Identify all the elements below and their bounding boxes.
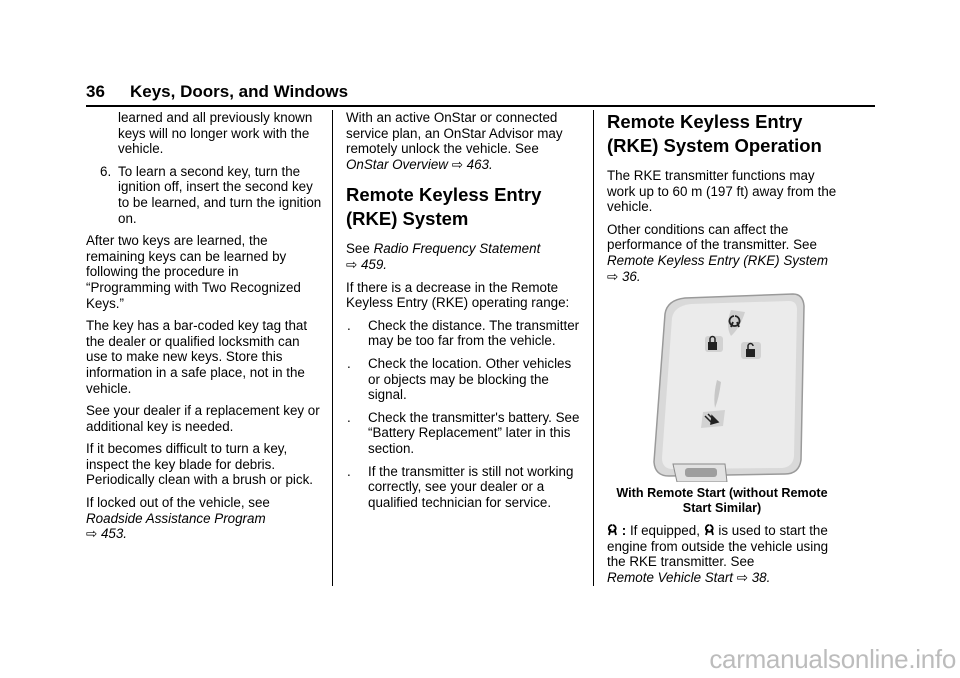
unlock-icon	[741, 342, 761, 359]
page-reference[interactable]: 36.	[621, 268, 641, 284]
paragraph: The RKE transmitter functions may work up to 60 m (197 ft) away from the vehicle.	[607, 168, 837, 215]
column-1	[86, 110, 322, 549]
paragraph: : If equipped, is used to start the engine from outside the vehicle using the RKE transmitter. See Remote Vehicle Start ⇨ 38.	[607, 523, 829, 585]
page-reference[interactable]: 453.	[100, 526, 128, 542]
lock-icon	[705, 336, 723, 352]
section-title: Keys, Doors, and Windows	[130, 82, 349, 101]
bullet-item: . Check the location. Other vehicles or objects may be blocking the signal.	[347, 355, 572, 403]
step-number: 6.	[100, 163, 112, 179]
paragraph: See Radio Frequency Statement ⇨ 459.	[346, 241, 541, 272]
remote-start-icon	[704, 523, 715, 537]
rke-transmitter-figure	[607, 292, 837, 482]
page-reference-arrow-icon: ⇨	[451, 156, 463, 172]
column-3	[607, 110, 837, 593]
watermark: carmanualsonline.info	[709, 644, 956, 674]
column-divider-1	[332, 110, 333, 586]
page-reference[interactable]: 463.	[466, 156, 493, 172]
section-heading: Remote Keyless Entry (RKE) System Operation	[607, 111, 822, 156]
paragraph: If locked out of the vehicle, see Roadside Assistance Program ⇨ 453.	[86, 495, 270, 542]
page-reference[interactable]: 38.	[751, 569, 771, 585]
page-number: 36	[86, 82, 105, 101]
page-reference-arrow-icon: ⇨	[346, 256, 358, 272]
step-5-continuation: learned and all previously known keys will no longer work with the vehicle.	[118, 110, 313, 157]
cross-reference-link[interactable]: Roadside Assistance Program	[86, 510, 266, 526]
paragraph: Other conditions can affect the performance of the transmitter. See Remote Keyless Entry (RKE) System ⇨ 36.	[607, 221, 829, 284]
trunk-release-icon	[701, 410, 725, 428]
paragraph: If it becomes difficult to turn a key, inspect the key blade for debris. Periodically clean with a brush or pick.	[86, 441, 314, 488]
column-2	[346, 110, 580, 517]
bullet-item: . Check the distance. The transmitter may be too far from the vehicle.	[347, 317, 580, 349]
page-reference-arrow-icon: ⇨	[736, 569, 748, 585]
paragraph: After two keys are learned, the remaining keys can be learned by following the procedure in “Programming with Two Recognized Keys.”	[86, 233, 301, 311]
bullet-item: . Check the transmitter's battery. See “Battery Replacement” later in this section.	[347, 409, 580, 456]
page-reference-arrow-icon: ⇨	[86, 526, 98, 542]
column-divider-2	[593, 110, 594, 586]
header-rule	[86, 105, 875, 107]
cross-reference-link[interactable]: Radio Frequency Statement	[373, 241, 541, 257]
cross-reference-link[interactable]: Remote Keyless Entry (RKE) System	[607, 252, 829, 268]
cross-reference-link[interactable]: Remote Vehicle Start	[607, 569, 734, 585]
paragraph: If there is a decrease in the Remote Keyless Entry (RKE) operating range:	[346, 279, 570, 311]
bullet-item: . If the transmitter is still not working correctly, see your dealer or a qualified technician for service.	[347, 463, 574, 510]
step-text: To learn a second key, turn the ignition off, insert the second key to be learned, and turn the ignition on.	[118, 163, 322, 226]
paragraph: See your dealer if a replacement key or additional key is needed.	[86, 403, 320, 434]
remote-start-icon	[607, 523, 618, 537]
section-heading: Remote Keyless Entry (RKE) System	[346, 184, 542, 230]
cross-reference-link[interactable]: OnStar Overview	[346, 156, 448, 172]
page-reference[interactable]: 459.	[360, 256, 388, 272]
page-reference-arrow-icon: ⇨	[607, 268, 619, 284]
paragraph: With an active OnStar or connected service plan, an OnStar Advisor may remotely unlock the vehicle. See OnStar Overview ⇨ 463.	[346, 110, 563, 172]
step-6	[86, 164, 322, 226]
figure-caption: With Remote Start (without Remote Start Similar)	[616, 486, 828, 516]
page-header	[86, 82, 348, 102]
paragraph: The key has a bar-coded key tag that the dealer or qualified locksmith can use to make new keys. Store this information in a safe place, not in the vehicle.	[86, 318, 308, 396]
rke-transmitter-illustration	[607, 292, 837, 482]
